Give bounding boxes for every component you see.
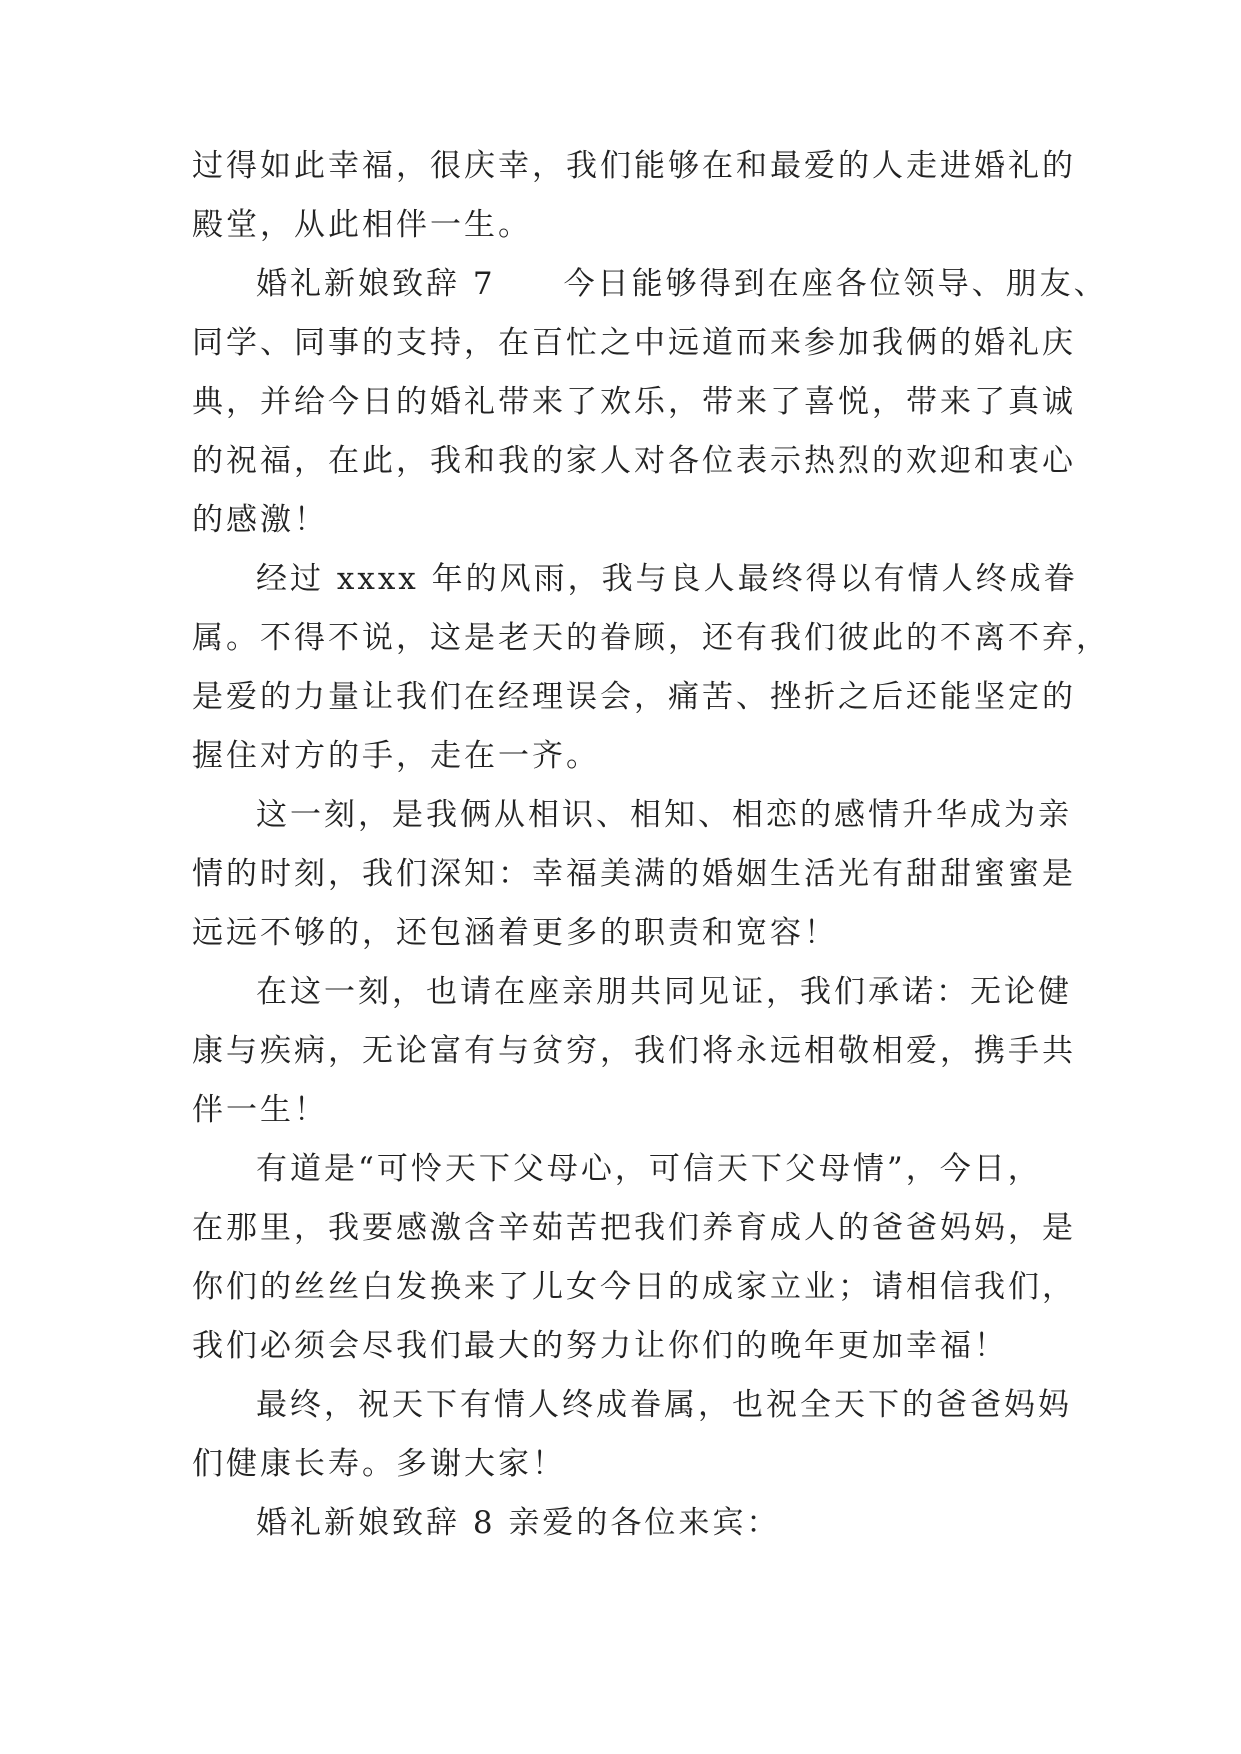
text-line: 属。不得不说，这是老天的眷顾，还有我们彼此的不离不弃，: [192, 620, 1110, 656]
text-line: 有道是“可怜天下父母心，可信天下父母情”，今日，: [256, 1151, 1042, 1187]
text-line: 典，并给今日的婚礼带来了欢乐，带来了喜悦，带来了真诚: [192, 384, 1076, 420]
text-line: 在那里，我要感激含辛茹苦把我们养育成人的爸爸妈妈，是: [192, 1210, 1076, 1246]
text-line: 这一刻，是我俩从相识、相知、相恋的感情升华成为亲: [256, 797, 1072, 833]
text-line: 情的时刻，我们深知：幸福美满的婚姻生活光有甜甜蜜蜜是: [192, 856, 1076, 892]
text-line: 是爱的力量让我们在经理误会，痛苦、挫折之后还能坚定的: [192, 679, 1076, 715]
text-line: 你们的丝丝白发换来了儿女今日的成家立业；请相信我们，: [192, 1269, 1076, 1305]
text-line: 婚礼新娘致辞 8 亲爱的各位来宾：: [256, 1505, 781, 1541]
text-line: 在这一刻，也请在座亲朋共同见证，我们承诺：无论健: [256, 974, 1072, 1010]
text-line: 康与疾病，无论富有与贫穷，我们将永远相敬相爱，携手共: [192, 1033, 1076, 1069]
text-line: 握住对方的手，走在一齐。: [192, 738, 600, 774]
text-line: 最终，祝天下有情人终成眷属，也祝全天下的爸爸妈妈: [256, 1387, 1072, 1423]
text-line: 伴一生！: [192, 1092, 328, 1128]
text-line: 婚礼新娘致辞 7 今日能够得到在座各位领导、朋友、: [256, 266, 1108, 302]
text-line: 殿堂，从此相伴一生。: [192, 207, 532, 243]
text-line: 同学、同事的支持，在百忙之中远道而来参加我俩的婚礼庆: [192, 325, 1076, 361]
text-line: 们健康长寿。多谢大家！: [192, 1446, 566, 1482]
text-line: 的感激！: [192, 502, 328, 538]
text-line: 过得如此幸福，很庆幸，我们能够在和最爱的人走进婚礼的: [192, 148, 1076, 184]
text-line: 我们必须会尽我们最大的努力让你们的晚年更加幸福！: [192, 1328, 1008, 1364]
text-line: 经过 xxxx 年的风雨，我与良人最终得以有情人终成眷: [256, 561, 1078, 597]
text-line: 远远不够的，还包涵着更多的职责和宽容！: [192, 915, 838, 951]
text-line: 的祝福，在此，我和我的家人对各位表示热烈的欢迎和衷心: [192, 443, 1076, 479]
